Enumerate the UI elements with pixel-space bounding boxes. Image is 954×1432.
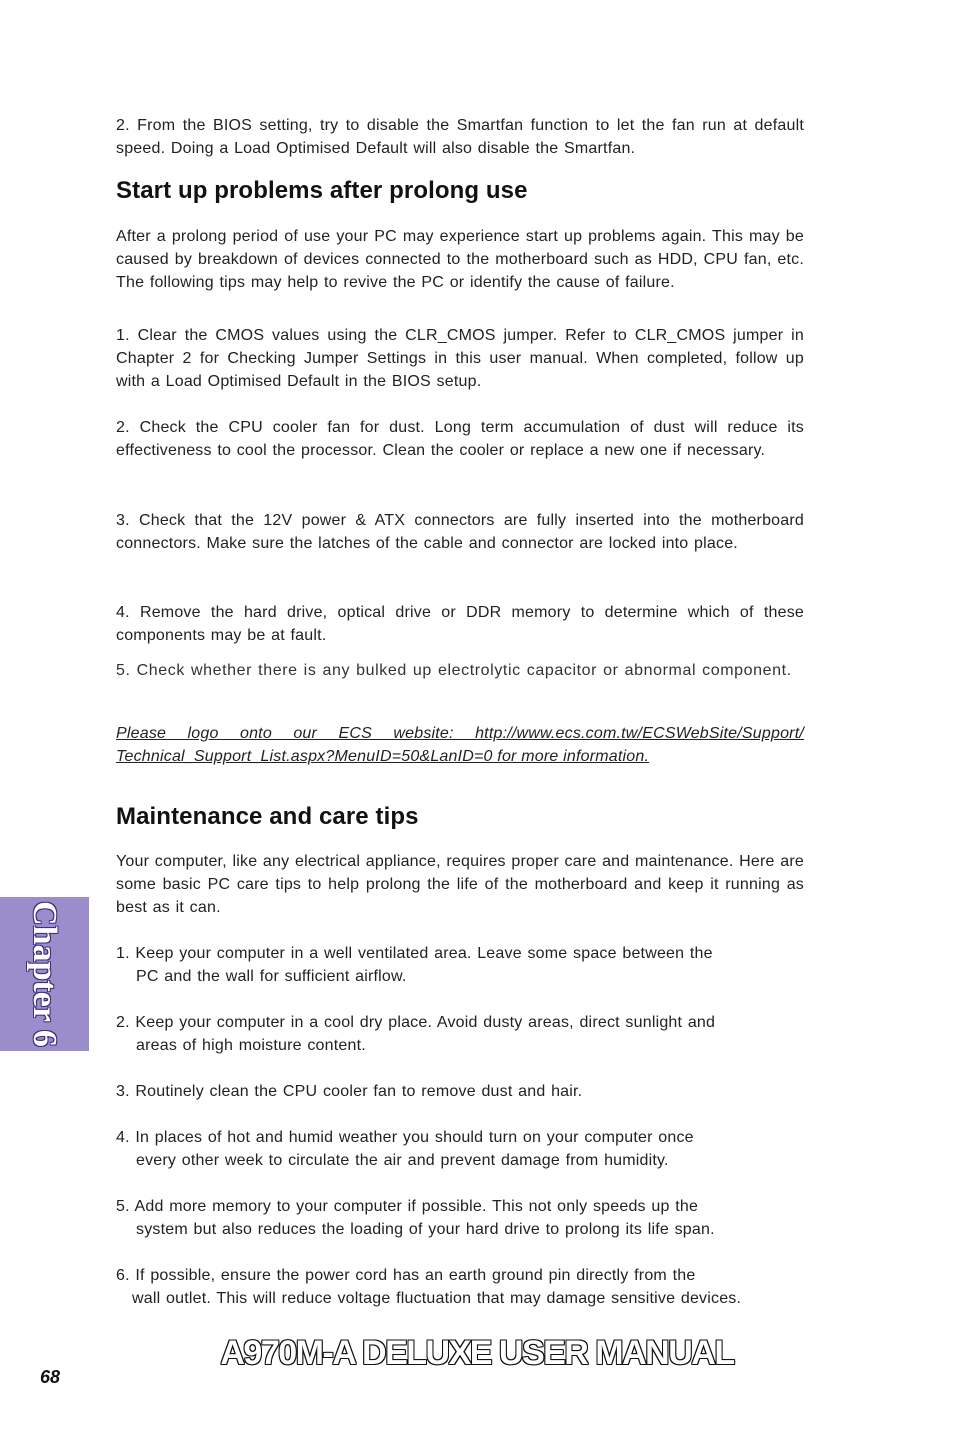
footer-manual-title: A970M-A DELUXE USER MANUAL <box>220 1334 734 1372</box>
startup-intro-paragraph: After a prolong period of use your PC may experience start up problems again. This may be caused by breakdown of devices connected to the motherboard such as HDD, CPU fan, etc. The following tips may help to revive the PC or identify the cause of failure. <box>116 228 804 291</box>
startup-step-1: 1. Clear the CMOS values using the CLR_CMOS jumper. Refer to CLR_CMOS jumper in Chapter 2 for Checking Jumper Settings in this user manual. When completed, follow up with a Load Optimised Default in the BIOS setup. <box>116 327 804 390</box>
tip-line: 2. Keep your computer in a cool dry place. Avoid dusty areas, direct sunlight and <box>116 1014 716 1031</box>
section-heading-startup: Start up problems after prolong use <box>116 177 528 204</box>
maintenance-intro-paragraph: Your computer, like any electrical appliance, requires proper care and maintenance. Here are some basic PC care tips to help prolong the life of the motherboard and keep it running as best as it can. <box>116 853 804 916</box>
chapter-tab <box>0 897 89 1051</box>
tip-continuation: areas of high moisture content. <box>136 1037 366 1054</box>
startup-step-4: 4. Remove the hard drive, optical drive or DDR memory to determine which of these components may be at fault. <box>116 604 804 644</box>
intro-paragraph: 2. From the BIOS setting, try to disable the Smartfan function to let the fan run at default speed. Doing a Load Optimised Default will also disable the Smartfan. <box>116 117 804 157</box>
tip-continuation: system but also reduces the loading of your hard drive to prolong its life span. <box>136 1221 715 1238</box>
support-website-link[interactable]: Please logo onto our ECS website: http://www.ecs.com.tw/ECSWebSite/Support/ Technical_Support_List.aspx?MenuID=50&LanID=0 for more information. <box>116 725 804 765</box>
chapter-tab-label: Chapter 6 <box>26 901 63 1047</box>
maintenance-tip-3 <box>116 1080 804 1103</box>
tip-line: 1. Keep your computer in a well ventilated area. Leave some space between the <box>116 945 713 962</box>
section-heading-maintenance: Maintenance and care tips <box>116 803 419 830</box>
maintenance-tip-1 <box>116 942 804 988</box>
maintenance-tip-5 <box>116 1195 804 1241</box>
tip-line: 3. Routinely clean the CPU cooler fan to remove dust and hair. <box>116 1083 583 1100</box>
tip-continuation: every other week to circulate the air and prevent damage from humidity. <box>136 1152 669 1169</box>
tip-continuation: wall outlet. This will reduce voltage fluctuation that may damage sensitive devices. <box>132 1290 742 1307</box>
tip-line: 4. In places of hot and humid weather you should turn on your computer once <box>116 1129 694 1146</box>
startup-step-2: 2. Check the CPU cooler fan for dust. Long term accumulation of dust will reduce its effectiveness to cool the processor. Clean the cooler or replace a new one if necessary. <box>116 419 804 459</box>
tip-line: 5. Add more memory to your computer if possible. This not only speeds up the <box>116 1198 699 1215</box>
tip-continuation: PC and the wall for sufficient airflow. <box>136 968 407 985</box>
page-number: 68 <box>40 1367 61 1387</box>
tip-line: 6. If possible, ensure the power cord has an earth ground pin directly from the <box>116 1267 696 1284</box>
maintenance-tip-2 <box>116 1011 804 1057</box>
maintenance-tip-4 <box>116 1126 804 1172</box>
startup-step-3: 3. Check that the 12V power & ATX connectors are fully inserted into the motherboard connectors. Make sure the latches of the cable and connector are locked into place. <box>116 512 804 552</box>
startup-step-5: 5. Check whether there is any bulked up electrolytic capacitor or abnormal component. <box>116 662 792 679</box>
maintenance-tip-6 <box>116 1264 804 1310</box>
